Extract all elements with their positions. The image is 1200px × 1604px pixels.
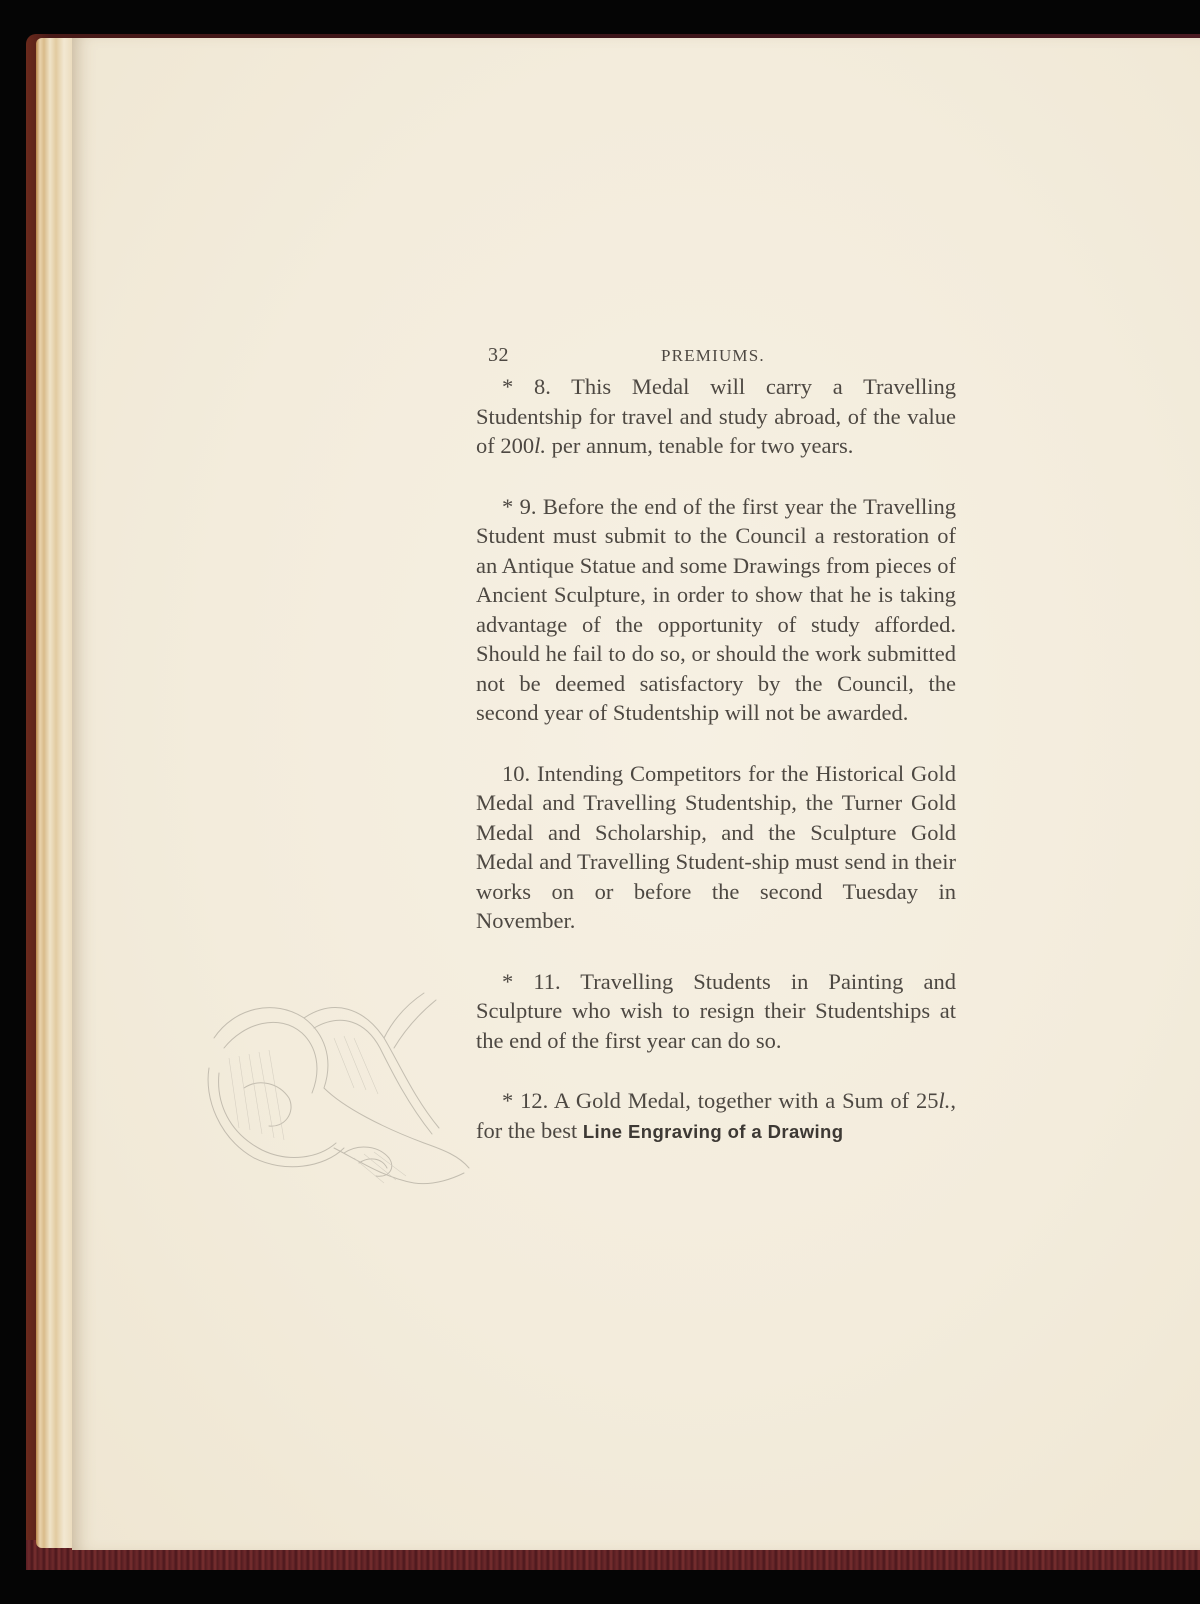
paragraph-12 bbox=[476, 1086, 956, 1146]
paragraph-12-text: * 12. A Gold Medal, together with a Sum of 25 bbox=[502, 1088, 939, 1113]
paragraph-10: 10. Intending Competitors for the Historical Gold Medal and Travelling Studentship, the Turner Gold Medal and Scholarship, and the Sculpture Gold Medal and Travelling Student-ship must send in their works on or before the second Tuesday in November. bbox=[476, 760, 956, 933]
pound-abbreviation: l. bbox=[534, 433, 547, 458]
paragraph-12-bold-text: Line Engraving of a Drawing bbox=[582, 1120, 844, 1142]
paragraph-8-text: * 8. This Medal will carry a Travelling Studentship for travel and study abroad, of the value of 200 bbox=[476, 374, 956, 458]
paragraph-11: * 11. Travelling Students in Painting and Sculpture who wish to resign their Studentships at the end of the first year can do so. bbox=[476, 968, 956, 1053]
paragraph-12-text-mid: , for the best bbox=[476, 1088, 956, 1143]
page-edges bbox=[36, 38, 76, 1548]
page-number: 32 bbox=[488, 344, 509, 366]
pencil-sketch-drawing bbox=[184, 978, 474, 1208]
paragraph-9: * 9. Before the end of the first year the Travelling Student must submit to the Council a restoration of an Antique Statue and some Drawings from pieces of Ancient Sculpture, in order to show that he is taking advantage of the opportunity of study afforded. Should he fail to do so, or should the work submitted not be deemed satisfactory by the Council, the second year of Studentship will not be awarded. bbox=[476, 493, 956, 725]
paragraph-8-text-end: per annum, tenable for two years. bbox=[546, 433, 854, 458]
pound-abbreviation: l. bbox=[938, 1088, 951, 1113]
text-block bbox=[476, 344, 956, 1177]
paragraph-8 bbox=[476, 372, 956, 461]
running-title: PREMIUMS. bbox=[661, 346, 765, 365]
running-head bbox=[476, 344, 956, 372]
